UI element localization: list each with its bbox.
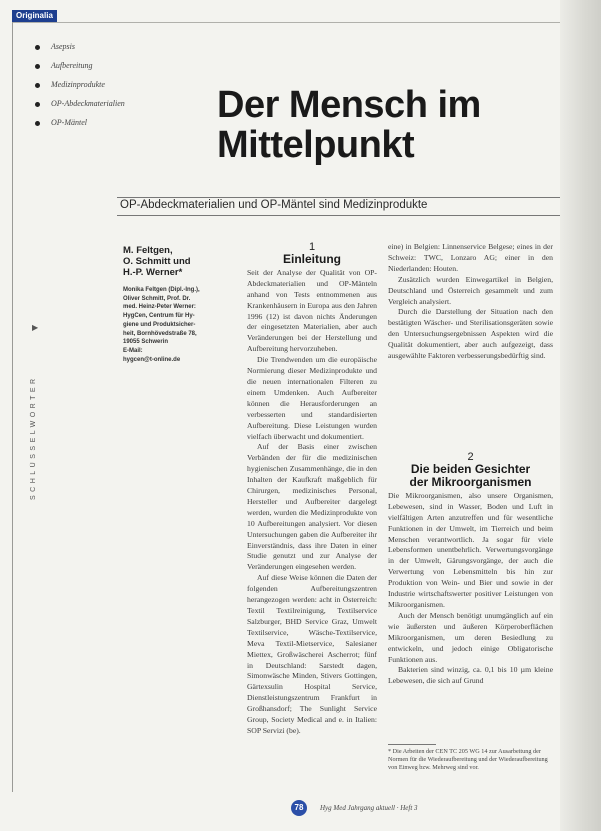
keyword-item: OP-Mäntel [35,118,125,137]
bullet-icon [35,64,40,69]
section-heading: Einleitung [283,251,341,266]
paragraph: Auf diese Weise können die Daten der folgenden Aufbereitungszentren herangezogen werden: acht in Österreich: Textil Textilreinigung, Textilservice Salzburger, BHD Service Graz, Umwelt Textilservice, Wäsche-Textilservice, Meva Textil-Mietservice, Salesianer Miettex, Großwäscherei Ascherrot; fünf in Deutschland: Sarstedt dagen, Simonwäsche Minden, Stivers Gottingen, Gärtexsulin Hospital Service, Dienstleistungszentrum Frankfurt in Großhansdorf; The Sunlight Service Group, Society Medical and e. in Italien: SOP Servizi (be). [247,573,377,735]
keyword-list [35,42,125,137]
keyword-item: Asepsis [35,42,125,61]
bullet-icon [35,45,40,50]
subtitle-rule-top [117,197,560,198]
text-column-right-bottom [388,452,553,687]
top-rule [12,22,560,23]
section-heading: Die beiden Gesichter der Mikroorganismen [409,461,532,489]
section-tag: Originalia [12,10,57,22]
paragraph: Die Trendwenden um die europäische Normierung dieser Medizinprodukte und die neuen internationalen Filteren zu einem Umdenken. Auch Aufbereiter können die Herausforderungen an verbesserten und standardisierten Aufbereitung. Diese Leistungen wurden vielfach überwacht und dokumentiert. [247,355,377,441]
page-edge-shadow [560,0,601,831]
author-affiliation: Monika Feltgen (Dipl.-Ing.), Oliver Schmitt, Prof. Dr. med. Heinz-Peter Werner: HygCen, Centrum für Hy- giene und Produktsicher- heit, Bornhövedstraße 78, 19055 Schwerin E-Mail: hygcen@t-online.de [123,287,200,363]
article-title: Der Mensch im Mittelpunkt [217,84,481,166]
author-list: M. Feltgen, O. Schmitt und H.-P. Werner* [123,245,191,278]
section-number: 1 [308,241,316,253]
footnote: * Die Arbeiten der CEN TC 205 WG 14 zur Ausarbeitung der Normen für die Wiederaufbereitung und der Wiederaufbereitung von Einweg bzw. Mehrweg sind vor. [388,748,548,772]
keywords-sidebar-label: SCHLÜSSELWÖRTER [30,375,37,500]
left-margin-rule [12,22,13,792]
paragraph: Auf der Basis einer zwischen Verbänden der für die medizinischen hygienischen Zusammenhänge, die in den Inhalten der Kaufkraft maßgeblich für Chirurgen, medizinisches Personal, Hersteller und Aufbereiter dargelegt werden, wurden die Medizinprodukte von 10 Aufbereitungen analysiert. Vor diesen Untersuchungen gaben die Aufbereiter ihr Einverständnis, dass ihre Daten in einer Studie genutzt und zur Analyse der Veränderungen eingesehen werden. [247,442,377,572]
footnote-rule [388,744,436,745]
paragraph: Bakterien sind winzig, ca. 0,1 bis 10 µm kleine Lebewesen, die sich auf Grund [388,665,553,686]
subtitle-rule-bottom [117,215,560,216]
paragraph: Durch die Darstellung der Situation nach den bestätigten Wäscher- und Sterilisationsgeräten sowie den Untersuchungsergebnissen Aspekten wird die Qualität dokumentiert, aber auch aufgezeigt, dass ausgewählte Faktoren verbesserungsbedürftig sind. [388,307,553,361]
article-subtitle: OP-Abdeckmaterialien und OP-Mäntel sind Medizinprodukte [120,199,428,211]
keyword-item: Medizinprodukte [35,80,125,99]
paragraph: Auch der Mensch benötigt unumgänglich auf ein wie äußersten und äußeren Körperoberflächen Mikroorganismen, um deren Besiedlung zu entwickeln, und jedoch einige Obligatorische Funktionen aus. [388,610,553,664]
journal-footer: Hyg Med Jahrgang aktuell · Heft 3 [320,804,418,812]
paragraph: Seit der Analyse der Qualität von OP-Abdeckmaterialien und OP-Mänteln anhand von Tests entnommenen aus Krankenhäusern in Europa aus den Jahren 1996 (12) ist davon nichts Änderungen der eingesetzten Materialien, aber auch Veränderungen bei der Herstellung und Aufbereitung hervorzuheben. [247,267,377,354]
keyword-item: Aufbereitung [35,61,125,80]
triangle-icon: ▶ [32,323,39,332]
paragraph: Zusätzlich wurden Einwegartikel in Belgien, Deutschland und Österreich gesammelt und zum Vergleich analysiert. [388,274,553,306]
bullet-icon [35,83,40,88]
section-number: 2 [467,451,474,463]
text-column-right-top [388,242,553,362]
paragraph: Die Mikroorganismen, also unsere Organismen, Lebewesen, sind in Wasser, Boden und Luft in vielfältigen Arten anzutreffen und für wesentliche Funktionen in der Umwelt, im Tierreich und beim Menschen verantwortlich. Ja sogar für viele Lebensformen unentbehrlich. Verwertungsvorgänge in der Umwelt, Gärungsvorgänge, der auch die Verwertung von Lebensmitteln bis hin zur Produktion von Wein- und Bier und sowie in der Industrie wirtschaftswerter positiver Leistungen von Mikroorganismen. [388,490,553,609]
paragraph: eine) in Belgien: Linnenservice Belgese; eines in der Schweiz: TWC, Lonzaro AG; einer in den Niederlanden: Houten. [388,242,553,273]
text-column-middle [247,242,377,737]
page-number: 78 [291,800,307,816]
bullet-icon [35,102,40,107]
keyword-item: OP-Abdeckmaterialien [35,99,125,118]
bullet-icon [35,121,40,126]
